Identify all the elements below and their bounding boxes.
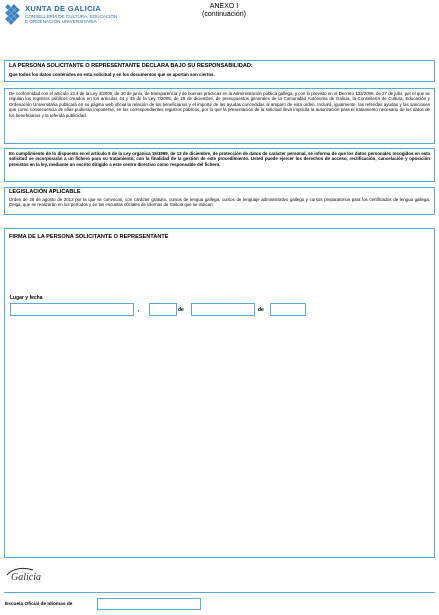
de-label-1: de [178,307,184,313]
month-field[interactable] [191,303,255,316]
transparency-box [4,88,435,144]
footer-divider [4,592,435,593]
day-field[interactable] [149,303,177,316]
xunta-logo [5,4,185,30]
annex-title: ANEXO I [209,3,239,10]
comma-separator: , [138,307,140,313]
de-label-2: de [258,307,264,313]
data-protection-text: En cumplimiento de lo dispuesto en el artículo 5 de la Ley orgánica 15/1999, de 13 de diciembre, de protección de datos de carácter personal, se informa de que los datos personales recogidos en esta solicitud se incorporarán a un fichero para su tratamiento, con la finalidad de la gestión de este procedimiento. Usted puede ejercer los derechos de acceso, rectificación, cancelación y oposición previstos en la ley, mediante un escrito dirigido a este centro directivo como responsable del fichero. [9,151,430,167]
declaration-text: Que todos los datos contenidos en esta solicitud y en los documentos que se aportan son ciertos. [9,72,215,77]
logo-subtitle-line-2: E ORDENACIÓN UNIVERSITARIA [25,19,97,25]
logo-title: XUNTA DE GALICIA [25,4,102,13]
galicia-logo-text: Galicia [11,572,41,583]
logo-subtitle-line-1: CONSELLERÍA DE CULTURA, EDUCACIÓN [25,14,118,19]
declaration-box [4,60,435,82]
school-label: Escuela Oficial de Idiomas de [5,602,73,607]
year-field[interactable] [270,303,306,316]
school-field[interactable] [97,598,201,610]
signature-title: FIRMA DE LA PERSONA SOLICITANTE O REPRESENTANTE [9,234,169,240]
place-field[interactable] [10,303,134,316]
legislation-title: LEGISLACIÓN APLICABLE [9,189,81,195]
declaration-title: LA PERSONA SOLICITANTE O REPRESENTANTE DECLARA BAJO SU RESPONSABILIDAD: [9,63,253,69]
logo-subtitle [25,14,117,25]
annex-heading [196,3,252,19]
data-protection-box [4,148,435,182]
legislation-text: Orden de 26 de agosto de 2013 por la que se convocan, con carácter gratuito, cursos de lengua gallega, cursos de lenguaje administrativo gallego y cursos preparatorios para los certificados de lengua gallega, Celga, que se realizarán en los períodos y en las escuelas oficiales de idiomas de Galicia que se indican. [9,197,430,208]
legislation-box [4,187,435,215]
signature-box [4,228,435,558]
transparency-text: De conformidad con el artículo 13.4 de la Ley 4/2006, de 30 de junio, de transparencia y de buenas prácticas en la Administración pública gallega, y con lo previsto en el Decreto 132/2006, de 27 de julio, por el que se regulan los registros públicos creados en los artículos 44 y 45 de la Ley 7/2005, de 29 de diciembre, de presupuestos generales de la Comunidad Autónoma de Galicia, la Consellería de Cultura, Educación y Ordenación Universitaria publicará en su página web oficial la relación de los beneficiarios y el importe de las ayudas concedidas al amparo de esta orden. Incluirá, igualmente, las referidas ayudas y las sanciones que como consecuencia de ellas pudieran imponerse, en los correspondientes registros públicos, por lo que la presentación de la solicitud lleva implícita la autorización para el tratamiento necesario de los datos de los beneficiarios y la referida publicidad. [9,91,430,118]
place-date-label: Lugar y fecha [10,295,43,301]
xunta-emblem-icon [5,5,19,25]
annex-subtitle: (continuación) [202,11,246,18]
galicia-logo [5,565,65,589]
